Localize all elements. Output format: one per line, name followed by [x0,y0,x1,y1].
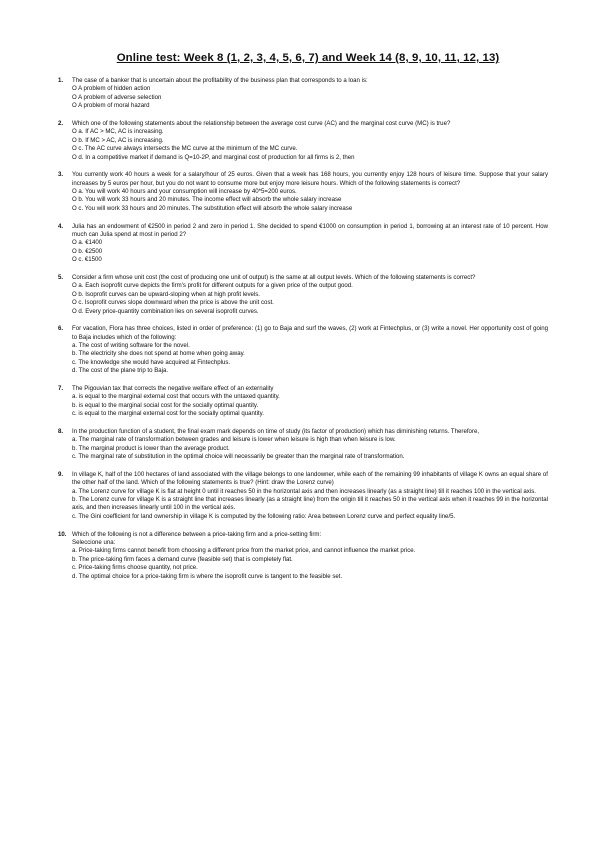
question-text: Julia has an endowment of €2500 in period 2 and zero in period 1. She decided to spend €1000 on consumption in period 1, borrowing at an interest rate of 10 percent. How much can Julia spend at most in period 2? [72,222,548,238]
question-3 [58,171,548,213]
question-1 [58,77,548,111]
question-number: 10. [58,530,67,538]
answer-option: O b. You will work 33 hours and 20 minutes. The income effect will absorb the whole salary increase [72,196,342,204]
document-page [58,52,548,590]
answer-option: O A problem of moral hazard [72,102,150,110]
answer-option: O d. In a competitive market if demand is Q=10-2P, and marginal cost of production for all firms is 2, then [72,153,355,161]
question-number: 5. [58,273,64,281]
question-5 [58,274,548,316]
question-number: 2. [58,119,64,127]
question-8 [58,428,548,462]
answer-option: b. The electricity she does not spend at home when going away. [72,350,245,358]
question-7 [58,385,548,419]
answer-option: O c. You will work 33 hours and 20 minutes. The substitution effect will absorb the whole salary increase [72,204,353,212]
answer-option: O d. Every price-quantity combination lies on several isoprofit curves. [72,307,259,315]
answer-option: c. is equal to the marginal external cost for the socially optimal quantity. [72,410,264,418]
question-text: Consider a firm whose unit cost (the cost of producing one unit of output) is the same at all output levels. Which of the following statements is correct? [72,273,476,281]
answer-option: O a. You will work 40 hours and your consumption will increase by 40*5=200 euros. [72,188,297,196]
question-number: 1. [58,77,64,84]
answer-option: c. Price-taking firms choose quantity, not price. [72,564,198,572]
question-number: 3. [58,171,64,179]
answer-option: b. The price-taking firm faces a demand curve (feasible set) that is completely flat. [72,555,293,563]
document-title: Online test: Week 8 (1, 2, 3, 4, 5, 6, 7) and Week 14 (8, 9, 10, 11, 12, 13) [116,52,500,64]
question-text: For vacation, Flora has three choices, listed in order of preference: (1) go to Baja and surf the waves, (2) work at Fintechplus, or (3) write a novel. Her opportunity cost of going to Baja includes which of the following: [72,325,548,341]
answer-option: O c. Isoprofit curves slope downward when the price is above the unit cost. [72,299,274,307]
answer-option: b. is equal to the marginal social cost for the socially optimal quantity. [72,401,259,409]
question-number: 7. [58,384,64,392]
answer-option: c. The knowledge she would have acquired at Fintechplus. [72,358,231,366]
answer-option: O A problem of adverse selection [72,93,162,101]
question-number: 6. [58,325,64,333]
question-2 [58,120,548,162]
answer-option: O c. €1500 [72,256,102,264]
question-number: 9. [58,470,64,478]
answer-option: b. The Lorenz curve for village K is a straight line that increases linearly (as a straight line) from the origin till it reaches 50 in the vertical axis when it reaches 99 in the horizontal axis, and then increases linearly until 100 in the vertical axis. [72,496,548,512]
question-text: In the production function of a student, the final exam mark depends on time of study (its factor of production) which has diminishing returns. Therefore, [72,427,480,435]
question-list [58,77,548,581]
question-text: The Pigouvian tax that corrects the negative welfare effect of an externality [72,384,274,392]
answer-option: O b. If MC > AC, AC is increasing. [72,136,164,144]
answer-option: d. The cost of the plane trip to Baja. [72,367,169,375]
answer-option: c. The marginal rate of substitution in the optimal choice will necessarily be greater than the marginal rate of transformation. [72,453,405,461]
answer-option: O a. Each isoprofit curve depicts the firm's profit for different outputs for a given price of the output good. [72,282,353,290]
answer-option: b. The marginal product is lower than the average product. [72,444,230,452]
answer-option: O b. €2500 [72,247,103,255]
question-text: In village K, half of the 100 hectares of land associated with the village belongs to one landowner, while each of the remaining 99 inhabitants of village K owns an equal share of the other half of the land. Which of the following statements is true? (Hint: draw the Lorenz curve) [72,470,548,487]
question-text: The case of a banker that is uncertain about the profitability of the business plan that corresponds to a loan is: [72,77,368,84]
answer-option: O b. Isoprofit curves can be upward-sloping when at high profit levels. [72,290,260,298]
question-number: 4. [58,222,64,230]
answer-option: O a. €1400 [72,239,103,247]
answer-option: O c. The AC curve always intersects the MC curve at the minimum of the MC curve. [72,145,298,153]
answer-option: O a. If AC > MC, AC is increasing. [72,128,164,136]
question-6 [58,325,548,375]
question-text: Which of the following is not a difference between a price-taking firm and a price-setting firm: [72,530,322,538]
question-9 [58,471,548,521]
answer-option: c. The Gini coefficient for land ownership in village K is computed by the following ratio: Area between Lorenz curve and perfect equality line/5. [72,512,456,520]
answer-option: a. The cost of writing software for the novel. [72,342,190,350]
question-10 [58,531,548,581]
answer-option: a. The Lorenz curve for village K is flat at height 0 until it reaches 50 in the horizontal axis and then increases linearly (as a straight line) till it reaches 100 in the vertical axis. [72,487,536,495]
answer-option: Seleccione una: [72,538,116,546]
question-4 [58,223,548,265]
answer-option: a. is equal to the marginal external cost that occurs with the untaxed quantity. [72,393,280,401]
answer-option: a. The marginal rate of transformation between grades and leisure is lower when leisure is high than when leisure is low. [72,436,396,444]
answer-option: d. The optimal choice for a price-taking firm is where the isoprofit curve is tangent to the feasible set. [72,572,343,580]
question-text: You currently work 40 hours a week for a salary/hour of 25 euros. Given that a week has 168 hours, you currently enjoy 128 hours of leisure time. Suppose that your salary increases by 5 euros per hour, but you do not want to consume more but enjoy more leisure hours. Which of the following statements is correct? [72,171,548,187]
question-text: Which one of the following statements about the relationship between the average cost curve (AC) and the marginal cost curve (MC) is true? [72,119,451,127]
answer-option: a. Price-taking firms cannot benefit from choosing a different price from the market price, and cannot influence the market price. [72,547,416,555]
answer-option: O A problem of hidden action [72,85,151,93]
question-number: 8. [58,427,64,435]
